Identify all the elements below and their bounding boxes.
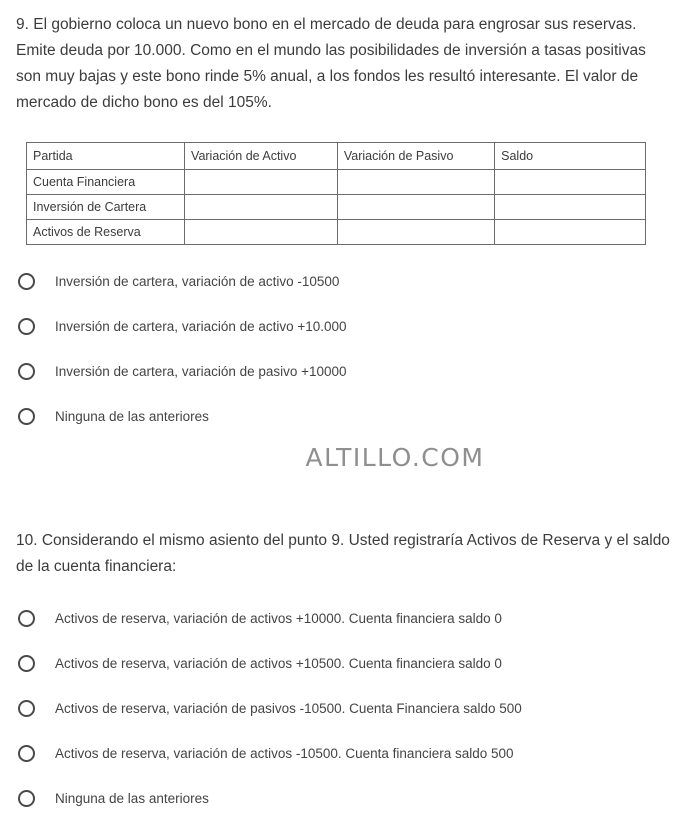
option-row[interactable] (16, 304, 684, 349)
radio-button-icon[interactable] (18, 363, 35, 380)
table-cell-partida: Cuenta Financiera (27, 170, 185, 195)
option-label: Activos de reserva, variación de activos -10500. Cuenta financiera saldo 500 (55, 745, 514, 761)
option-row[interactable] (16, 641, 684, 686)
table-header-saldo: Saldo (495, 143, 646, 170)
option-row[interactable] (16, 596, 684, 641)
radio-button-icon[interactable] (18, 318, 35, 335)
table-header-row (27, 143, 646, 170)
table-cell-partida: Inversión de Cartera (27, 195, 185, 220)
radio-button-icon[interactable] (18, 655, 35, 672)
table-cell-saldo (495, 195, 646, 220)
option-label: Activos de reserva, variación de activos +10500. Cuenta financiera saldo 0 (55, 655, 502, 671)
option-label: Inversión de cartera, variación de activo -10500 (55, 273, 340, 289)
question-10-text: 10. Considerando el mismo asiento del punto 9. Usted registraría Activos de Reserva y el saldo de la cuenta financiera: (16, 532, 670, 575)
table-header-variacion-activo: Variación de Activo (185, 143, 338, 170)
radio-button-icon[interactable] (18, 273, 35, 290)
table-header-variacion-pasivo: Variación de Pasivo (337, 143, 494, 170)
option-row[interactable] (16, 776, 684, 821)
radio-button-icon[interactable] (18, 790, 35, 807)
option-label: Inversión de cartera, variación de pasivo +10000 (55, 363, 347, 379)
option-row[interactable] (16, 259, 684, 304)
option-label: Inversión de cartera, variación de activo +10.000 (55, 318, 347, 334)
table-header-partida: Partida (27, 143, 185, 170)
table-row (27, 220, 646, 245)
radio-button-icon[interactable] (18, 408, 35, 425)
table-row (27, 195, 646, 220)
question-9-text: 9. El gobierno coloca un nuevo bono en el mercado de deuda para engrosar sus reservas. Emite deuda por 10.000. Como en el mundo las posibilidades de inversión a tasas positivas son muy bajas y este bono rinde 5% anual, a los fondos les resultó interesante. El valor de mercado de dicho bono es del 105%. (16, 16, 646, 111)
question-9-options (16, 259, 684, 439)
option-label: Activos de reserva, variación de pasivos -10500. Cuenta Financiera saldo 500 (55, 700, 522, 716)
option-row[interactable] (16, 349, 684, 394)
option-row[interactable] (16, 394, 684, 439)
table-cell-pasivo (337, 195, 494, 220)
radio-button-icon[interactable] (18, 745, 35, 762)
table-cell-saldo (495, 170, 646, 195)
table-cell-partida: Activos de Reserva (27, 220, 185, 245)
table-cell-pasivo (337, 170, 494, 195)
partida-table (26, 142, 646, 245)
question-10-options (16, 596, 684, 821)
table-cell-activo (185, 195, 338, 220)
option-label: Ninguna de las anteriores (55, 408, 209, 424)
table-cell-activo (185, 170, 338, 195)
table-cell-saldo (495, 220, 646, 245)
option-row[interactable] (16, 731, 684, 776)
table-row (27, 170, 646, 195)
option-row[interactable] (16, 686, 684, 731)
option-label: Activos de reserva, variación de activos +10000. Cuenta financiera saldo 0 (55, 610, 502, 626)
watermark: ALTILLO.COM (305, 443, 485, 472)
table-cell-activo (185, 220, 338, 245)
radio-button-icon[interactable] (18, 610, 35, 627)
radio-button-icon[interactable] (18, 700, 35, 717)
table-cell-pasivo (337, 220, 494, 245)
option-label: Ninguna de las anteriores (55, 790, 209, 806)
